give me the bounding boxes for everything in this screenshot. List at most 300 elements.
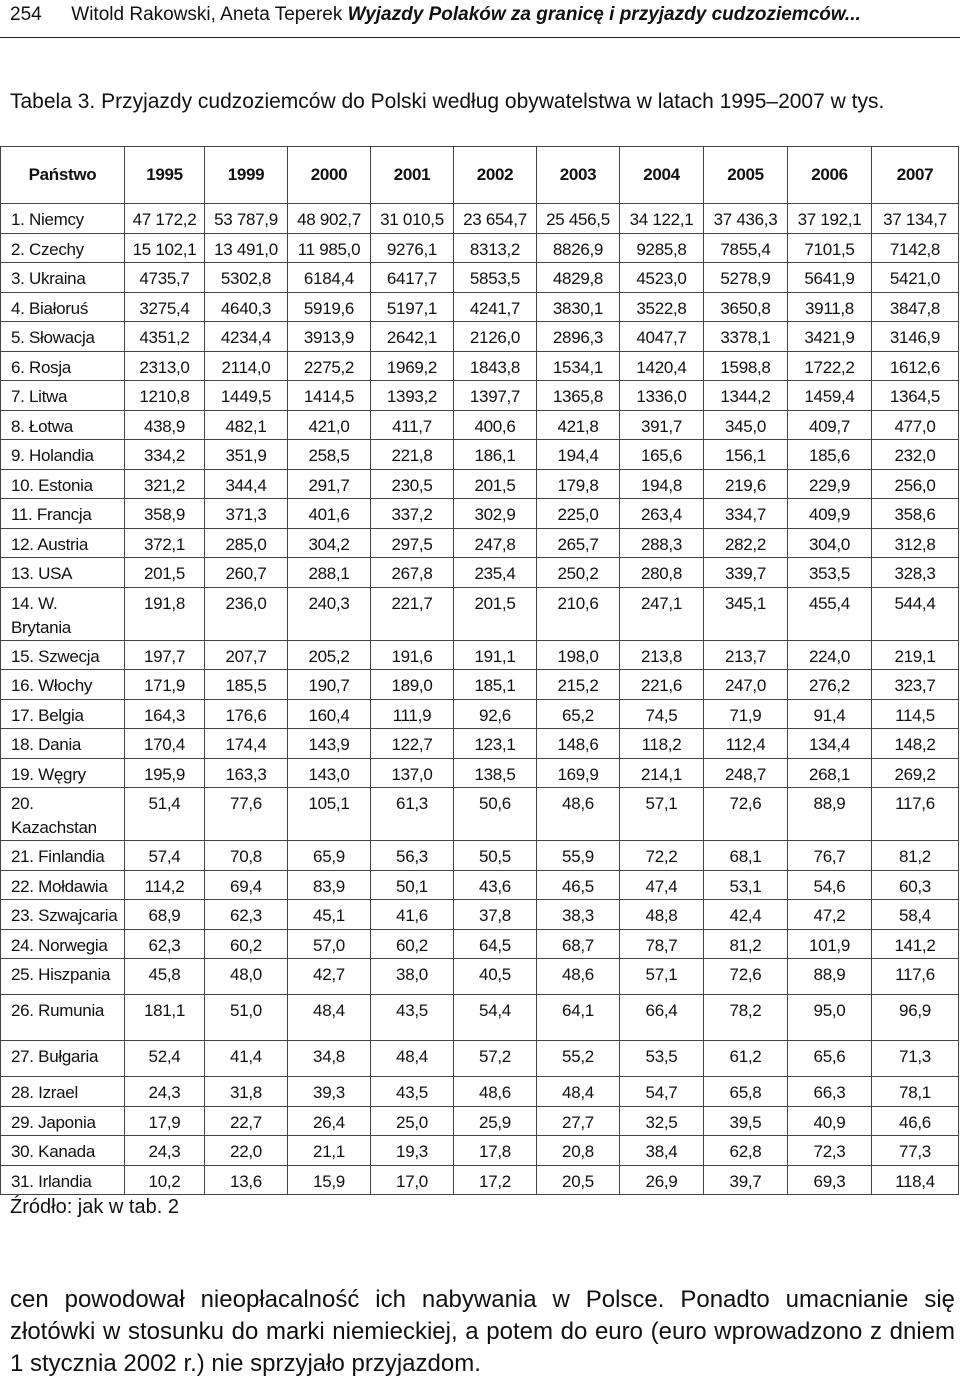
- value-cell: 213,8: [620, 640, 704, 670]
- table-row: [1, 469, 959, 499]
- value-cell: 2642,1: [371, 322, 454, 352]
- table-header-row: [1, 147, 959, 204]
- country-cell: 12. Austria: [1, 528, 125, 558]
- value-cell: 1843,8: [454, 351, 537, 381]
- value-cell: 3650,8: [704, 292, 788, 322]
- value-cell: 45,1: [288, 900, 371, 930]
- value-cell: 72,3: [788, 1136, 872, 1166]
- value-cell: 105,1: [288, 788, 371, 841]
- value-cell: 5641,9: [788, 263, 872, 293]
- value-cell: 191,1: [454, 640, 537, 670]
- value-cell: 201,5: [125, 558, 205, 588]
- country-cell: 21. Finlandia: [1, 841, 125, 871]
- value-cell: 40,5: [454, 959, 537, 995]
- value-cell: 78,2: [704, 995, 788, 1041]
- column-header-year: 1995: [125, 147, 205, 204]
- value-cell: 78,7: [620, 929, 704, 959]
- value-cell: 9285,8: [620, 233, 704, 263]
- value-cell: 411,7: [371, 410, 454, 440]
- value-cell: 195,9: [125, 758, 205, 788]
- value-cell: 248,7: [704, 758, 788, 788]
- value-cell: 247,1: [620, 587, 704, 640]
- value-cell: 34 122,1: [620, 204, 704, 234]
- value-cell: 50,1: [371, 870, 454, 900]
- value-cell: 15 102,1: [125, 233, 205, 263]
- table-row: [1, 640, 959, 670]
- country-cell: 9. Holandia: [1, 440, 125, 470]
- country-cell: 13. USA: [1, 558, 125, 588]
- value-cell: 401,6: [288, 499, 371, 529]
- value-cell: 13 491,0: [205, 233, 288, 263]
- value-cell: 156,1: [704, 440, 788, 470]
- value-cell: 64,5: [454, 929, 537, 959]
- value-cell: 1598,8: [704, 351, 788, 381]
- value-cell: 339,7: [704, 558, 788, 588]
- value-cell: 438,9: [125, 410, 205, 440]
- value-cell: 83,9: [288, 870, 371, 900]
- value-cell: 141,2: [872, 929, 959, 959]
- value-cell: 221,6: [620, 670, 704, 700]
- country-cell: 7. Litwa: [1, 381, 125, 411]
- value-cell: 194,8: [620, 469, 704, 499]
- value-cell: 47,4: [620, 870, 704, 900]
- value-cell: 482,1: [205, 410, 288, 440]
- value-cell: 48,6: [454, 1077, 537, 1107]
- value-cell: 8313,2: [454, 233, 537, 263]
- value-cell: 53 787,9: [205, 204, 288, 234]
- running-header: [10, 0, 950, 34]
- value-cell: 95,0: [788, 995, 872, 1041]
- column-header-year: 2004: [620, 147, 704, 204]
- value-cell: 54,4: [454, 995, 537, 1041]
- value-cell: 224,0: [788, 640, 872, 670]
- column-header-country: Państwo: [1, 147, 125, 204]
- value-cell: 78,1: [872, 1077, 959, 1107]
- value-cell: 198,0: [537, 640, 620, 670]
- value-cell: 194,4: [537, 440, 620, 470]
- country-cell: 4. Białoruś: [1, 292, 125, 322]
- country-cell: 15. Szwecja: [1, 640, 125, 670]
- value-cell: 181,1: [125, 995, 205, 1041]
- value-cell: 2114,0: [205, 351, 288, 381]
- value-cell: 20,8: [537, 1136, 620, 1166]
- value-cell: 247,8: [454, 528, 537, 558]
- value-cell: 134,4: [788, 729, 872, 759]
- value-cell: 4241,7: [454, 292, 537, 322]
- table-row: [1, 322, 959, 352]
- value-cell: 5919,6: [288, 292, 371, 322]
- value-cell: 148,6: [537, 729, 620, 759]
- country-cell: 27. Bułgaria: [1, 1041, 125, 1077]
- value-cell: 118,2: [620, 729, 704, 759]
- table-row: [1, 841, 959, 871]
- value-cell: 88,9: [788, 788, 872, 841]
- value-cell: 3913,9: [288, 322, 371, 352]
- value-cell: 37 192,1: [788, 204, 872, 234]
- column-header-year: 2006: [788, 147, 872, 204]
- value-cell: 219,1: [872, 640, 959, 670]
- value-cell: 1534,1: [537, 351, 620, 381]
- value-cell: 96,9: [872, 995, 959, 1041]
- value-cell: 285,0: [205, 528, 288, 558]
- value-cell: 372,1: [125, 528, 205, 558]
- value-cell: 201,5: [454, 469, 537, 499]
- value-cell: 23 654,7: [454, 204, 537, 234]
- value-cell: 101,9: [788, 929, 872, 959]
- value-cell: 421,8: [537, 410, 620, 440]
- value-cell: 358,9: [125, 499, 205, 529]
- value-cell: 4735,7: [125, 263, 205, 293]
- country-cell: 25. Hiszpania: [1, 959, 125, 995]
- country-cell: 28. Izrael: [1, 1077, 125, 1107]
- value-cell: 68,1: [704, 841, 788, 871]
- value-cell: 117,6: [872, 959, 959, 995]
- country-cell: 29. Japonia: [1, 1106, 125, 1136]
- value-cell: 50,6: [454, 788, 537, 841]
- value-cell: 409,7: [788, 410, 872, 440]
- country-cell: 31. Irlandia: [1, 1165, 125, 1195]
- value-cell: 6417,7: [371, 263, 454, 293]
- value-cell: 1336,0: [620, 381, 704, 411]
- value-cell: 143,9: [288, 729, 371, 759]
- table-row: [1, 788, 959, 841]
- table-row: [1, 1165, 959, 1195]
- value-cell: 5421,0: [872, 263, 959, 293]
- value-cell: 1420,4: [620, 351, 704, 381]
- body-paragraph: cen powodował nieopłacalność ich nabywania w Polsce. Ponadto umacnianie się złotówki w stosunku do marki niemieckiej, a potem do euro (euro wprowadzono z dniem 1 stycznia 2002 r.) nie sprzyjało przyjazdom.: [10, 1286, 955, 1377]
- value-cell: 17,2: [454, 1165, 537, 1195]
- table-row: [1, 729, 959, 759]
- value-cell: 302,9: [454, 499, 537, 529]
- value-cell: 345,0: [704, 410, 788, 440]
- column-header-year: 2002: [454, 147, 537, 204]
- value-cell: 37 436,3: [704, 204, 788, 234]
- value-cell: 92,6: [454, 699, 537, 729]
- value-cell: 3911,8: [788, 292, 872, 322]
- value-cell: 19,3: [371, 1136, 454, 1166]
- value-cell: 37 134,7: [872, 204, 959, 234]
- value-cell: 328,3: [872, 558, 959, 588]
- value-cell: 219,6: [704, 469, 788, 499]
- value-cell: 69,4: [205, 870, 288, 900]
- value-cell: 190,7: [288, 670, 371, 700]
- value-cell: 57,2: [454, 1041, 537, 1077]
- value-cell: 3522,8: [620, 292, 704, 322]
- country-cell: 26. Rumunia: [1, 995, 125, 1041]
- value-cell: 230,5: [371, 469, 454, 499]
- value-cell: 6184,4: [288, 263, 371, 293]
- value-cell: 47,2: [788, 900, 872, 930]
- value-cell: 240,3: [288, 587, 371, 640]
- value-cell: 260,7: [205, 558, 288, 588]
- value-cell: 77,3: [872, 1136, 959, 1166]
- value-cell: 207,7: [205, 640, 288, 670]
- table-row: [1, 670, 959, 700]
- value-cell: 148,2: [872, 729, 959, 759]
- value-cell: 39,5: [704, 1106, 788, 1136]
- value-cell: 25 456,5: [537, 204, 620, 234]
- table-row: [1, 263, 959, 293]
- value-cell: 185,1: [454, 670, 537, 700]
- value-cell: 47 172,2: [125, 204, 205, 234]
- value-cell: 344,4: [205, 469, 288, 499]
- value-cell: 174,4: [205, 729, 288, 759]
- value-cell: 53,5: [620, 1041, 704, 1077]
- value-cell: 60,2: [371, 929, 454, 959]
- country-cell: 10. Estonia: [1, 469, 125, 499]
- value-cell: 345,1: [704, 587, 788, 640]
- table-source: Źródło: jak w tab. 2: [10, 1196, 179, 1218]
- value-cell: 66,3: [788, 1077, 872, 1107]
- value-cell: 544,4: [872, 587, 959, 640]
- value-cell: 221,7: [371, 587, 454, 640]
- table-row: [1, 1077, 959, 1107]
- column-header-year: 1999: [205, 147, 288, 204]
- table-row: [1, 699, 959, 729]
- value-cell: 54,7: [620, 1077, 704, 1107]
- value-cell: 39,7: [704, 1165, 788, 1195]
- table-row: [1, 995, 959, 1041]
- column-header-year: 2000: [288, 147, 371, 204]
- value-cell: 304,2: [288, 528, 371, 558]
- value-cell: 191,8: [125, 587, 205, 640]
- value-cell: 5197,1: [371, 292, 454, 322]
- value-cell: 71,3: [872, 1041, 959, 1077]
- value-cell: 215,2: [537, 670, 620, 700]
- value-cell: 57,1: [620, 959, 704, 995]
- value-cell: 3847,8: [872, 292, 959, 322]
- value-cell: 7855,4: [704, 233, 788, 263]
- value-cell: 74,5: [620, 699, 704, 729]
- table-row: [1, 929, 959, 959]
- value-cell: 55,2: [537, 1041, 620, 1077]
- value-cell: 265,7: [537, 528, 620, 558]
- value-cell: 48,4: [371, 1041, 454, 1077]
- value-cell: 291,7: [288, 469, 371, 499]
- value-cell: 48,0: [205, 959, 288, 995]
- value-cell: 46,6: [872, 1106, 959, 1136]
- table-row: [1, 351, 959, 381]
- value-cell: 60,2: [205, 929, 288, 959]
- country-cell: 5. Słowacja: [1, 322, 125, 352]
- table-row: [1, 1041, 959, 1077]
- country-cell: 20. Kazachstan: [1, 788, 125, 841]
- table-row: [1, 558, 959, 588]
- value-cell: 24,3: [125, 1077, 205, 1107]
- value-cell: 62,3: [125, 929, 205, 959]
- country-cell: 6. Rosja: [1, 351, 125, 381]
- table-row: [1, 758, 959, 788]
- value-cell: 58,4: [872, 900, 959, 930]
- country-cell: 23. Szwajcaria: [1, 900, 125, 930]
- header-title: Wyjazdy Polaków za granicę i przyjazdy cudzoziemców...: [347, 4, 861, 25]
- value-cell: 10,2: [125, 1165, 205, 1195]
- value-cell: 1365,8: [537, 381, 620, 411]
- table-caption: Tabela 3. Przyjazdy cudzoziemców do Polski według obywatelstwa w latach 1995–2007 w tys.: [10, 90, 885, 113]
- value-cell: 143,0: [288, 758, 371, 788]
- value-cell: 56,3: [371, 841, 454, 871]
- value-cell: 26,9: [620, 1165, 704, 1195]
- value-cell: 21,1: [288, 1136, 371, 1166]
- value-cell: 321,2: [125, 469, 205, 499]
- value-cell: 40,9: [788, 1106, 872, 1136]
- value-cell: 160,4: [288, 699, 371, 729]
- value-cell: 3378,1: [704, 322, 788, 352]
- page-number: 254: [10, 4, 42, 25]
- value-cell: 2896,3: [537, 322, 620, 352]
- value-cell: 210,6: [537, 587, 620, 640]
- country-cell: 24. Norwegia: [1, 929, 125, 959]
- country-cell: 17. Belgia: [1, 699, 125, 729]
- table-row: [1, 292, 959, 322]
- value-cell: 1344,2: [704, 381, 788, 411]
- value-cell: 65,8: [704, 1077, 788, 1107]
- table-row: [1, 959, 959, 995]
- table-body: [1, 204, 959, 1195]
- value-cell: 112,4: [704, 729, 788, 759]
- value-cell: 477,0: [872, 410, 959, 440]
- value-cell: 42,4: [704, 900, 788, 930]
- value-cell: 69,3: [788, 1165, 872, 1195]
- value-cell: 48,4: [288, 995, 371, 1041]
- value-cell: 371,3: [205, 499, 288, 529]
- value-cell: 351,9: [205, 440, 288, 470]
- value-cell: 205,2: [288, 640, 371, 670]
- value-cell: 1459,4: [788, 381, 872, 411]
- value-cell: 48,6: [537, 959, 620, 995]
- value-cell: 3146,9: [872, 322, 959, 352]
- value-cell: 57,1: [620, 788, 704, 841]
- value-cell: 88,9: [788, 959, 872, 995]
- value-cell: 5278,9: [704, 263, 788, 293]
- value-cell: 1397,7: [454, 381, 537, 411]
- value-cell: 4829,8: [537, 263, 620, 293]
- value-cell: 256,0: [872, 469, 959, 499]
- value-cell: 282,2: [704, 528, 788, 558]
- table-row: [1, 233, 959, 263]
- value-cell: 7101,5: [788, 233, 872, 263]
- value-cell: 288,1: [288, 558, 371, 588]
- value-cell: 1969,2: [371, 351, 454, 381]
- value-cell: 60,3: [872, 870, 959, 900]
- value-cell: 72,6: [704, 959, 788, 995]
- value-cell: 17,9: [125, 1106, 205, 1136]
- value-cell: 176,6: [205, 699, 288, 729]
- value-cell: 39,3: [288, 1077, 371, 1107]
- value-cell: 1722,2: [788, 351, 872, 381]
- value-cell: 34,8: [288, 1041, 371, 1077]
- value-cell: 38,4: [620, 1136, 704, 1166]
- value-cell: 65,6: [788, 1041, 872, 1077]
- value-cell: 297,5: [371, 528, 454, 558]
- value-cell: 17,8: [454, 1136, 537, 1166]
- value-cell: 213,7: [704, 640, 788, 670]
- value-cell: 2313,0: [125, 351, 205, 381]
- value-cell: 197,7: [125, 640, 205, 670]
- value-cell: 138,5: [454, 758, 537, 788]
- value-cell: 57,0: [288, 929, 371, 959]
- value-cell: 111,9: [371, 699, 454, 729]
- arrivals-table: [0, 146, 959, 1195]
- value-cell: 2275,2: [288, 351, 371, 381]
- table-row: [1, 381, 959, 411]
- value-cell: 25,9: [454, 1106, 537, 1136]
- value-cell: 3421,9: [788, 322, 872, 352]
- value-cell: 61,2: [704, 1041, 788, 1077]
- value-cell: 1612,6: [872, 351, 959, 381]
- value-cell: 3275,4: [125, 292, 205, 322]
- value-cell: 185,6: [788, 440, 872, 470]
- value-cell: 323,7: [872, 670, 959, 700]
- value-cell: 288,3: [620, 528, 704, 558]
- value-cell: 91,4: [788, 699, 872, 729]
- value-cell: 312,8: [872, 528, 959, 558]
- value-cell: 1210,8: [125, 381, 205, 411]
- table-row: [1, 1106, 959, 1136]
- value-cell: 53,1: [704, 870, 788, 900]
- value-cell: 263,4: [620, 499, 704, 529]
- value-cell: 65,9: [288, 841, 371, 871]
- value-cell: 32,5: [620, 1106, 704, 1136]
- value-cell: 409,9: [788, 499, 872, 529]
- value-cell: 169,9: [537, 758, 620, 788]
- value-cell: 62,8: [704, 1136, 788, 1166]
- value-cell: 38,0: [371, 959, 454, 995]
- value-cell: 48,4: [537, 1077, 620, 1107]
- value-cell: 334,7: [704, 499, 788, 529]
- header-authors: Witold Rakowski, Aneta Teperek: [71, 4, 343, 25]
- value-cell: 9276,1: [371, 233, 454, 263]
- table-row: [1, 900, 959, 930]
- value-cell: 51,0: [205, 995, 288, 1041]
- value-cell: 179,8: [537, 469, 620, 499]
- value-cell: 76,7: [788, 841, 872, 871]
- country-cell: 14. W. Brytania: [1, 587, 125, 640]
- value-cell: 64,1: [537, 995, 620, 1041]
- value-cell: 400,6: [454, 410, 537, 440]
- value-cell: 1364,5: [872, 381, 959, 411]
- value-cell: 165,6: [620, 440, 704, 470]
- country-cell: 3. Ukraina: [1, 263, 125, 293]
- value-cell: 421,0: [288, 410, 371, 440]
- value-cell: 123,1: [454, 729, 537, 759]
- value-cell: 334,2: [125, 440, 205, 470]
- value-cell: 66,4: [620, 995, 704, 1041]
- value-cell: 4047,7: [620, 322, 704, 352]
- value-cell: 163,3: [205, 758, 288, 788]
- country-cell: 19. Węgry: [1, 758, 125, 788]
- value-cell: 57,4: [125, 841, 205, 871]
- value-cell: 235,4: [454, 558, 537, 588]
- value-cell: 27,7: [537, 1106, 620, 1136]
- value-cell: 201,5: [454, 587, 537, 640]
- value-cell: 191,6: [371, 640, 454, 670]
- value-cell: 186,1: [454, 440, 537, 470]
- value-cell: 114,2: [125, 870, 205, 900]
- value-cell: 353,5: [788, 558, 872, 588]
- value-cell: 267,8: [371, 558, 454, 588]
- value-cell: 41,4: [205, 1041, 288, 1077]
- value-cell: 276,2: [788, 670, 872, 700]
- value-cell: 225,0: [537, 499, 620, 529]
- value-cell: 221,8: [371, 440, 454, 470]
- column-header-year: 2001: [371, 147, 454, 204]
- value-cell: 247,0: [704, 670, 788, 700]
- value-cell: 455,4: [788, 587, 872, 640]
- value-cell: 17,0: [371, 1165, 454, 1195]
- value-cell: 52,4: [125, 1041, 205, 1077]
- value-cell: 1449,5: [205, 381, 288, 411]
